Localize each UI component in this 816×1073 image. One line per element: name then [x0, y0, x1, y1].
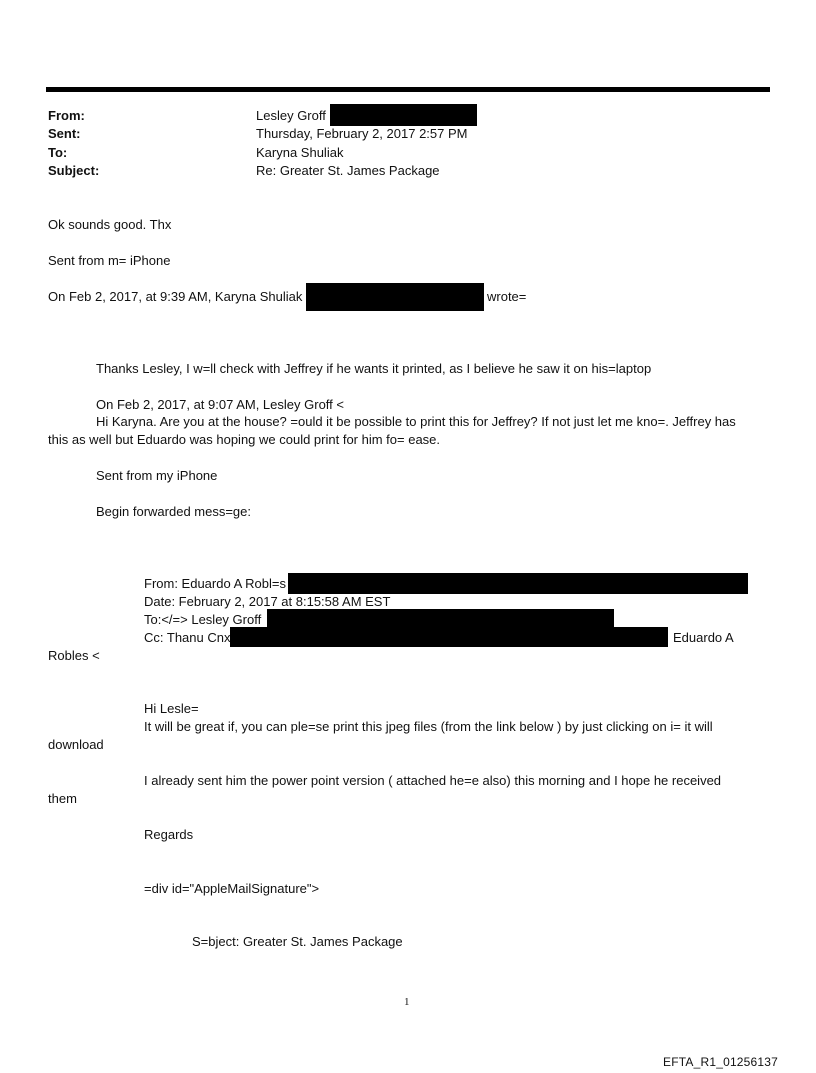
- redaction-block: [288, 573, 748, 594]
- fwd-cc-wrap: Robles <: [48, 648, 100, 663]
- page-number: 1: [404, 996, 410, 1008]
- body-line: Hi Karyna. Are you at the house? =ould it be possible to print this for Jeffrey? If not just let me kno=. Jeffrey has: [96, 414, 736, 429]
- body-line: Thanks Lesley, I w=ll check with Jeffrey if he wants it printed, as I believe he saw it on his=laptop: [96, 361, 652, 376]
- subject-value: Re: Greater St. James Package: [256, 163, 440, 178]
- redaction-block: [267, 609, 614, 629]
- body-line: On Feb 2, 2017, at 9:07 AM, Lesley Groff <: [96, 397, 344, 412]
- header-rule: [46, 87, 770, 92]
- to-label: To:: [48, 145, 68, 160]
- document-id: EFTA_R1_01256137: [663, 1055, 779, 1069]
- fwd-to: To:</=> Lesley Groff: [144, 612, 262, 627]
- fwd-date: Date: February 2, 2017 at 8:15:58 AM EST: [144, 594, 391, 609]
- fwd-cc: Cc: Thanu Cnx: [144, 630, 231, 645]
- from-value: Lesley Groff: [256, 108, 326, 123]
- body-line: On Feb 2, 2017, at 9:39 AM, Karyna Shuliak: [48, 289, 303, 304]
- msg-subject: S=bject: Greater St. James Package: [192, 934, 403, 949]
- sent-label: Sent:: [48, 126, 81, 141]
- fwd-from: From: Eduardo A Robl=s: [144, 576, 286, 591]
- msg-line: them: [48, 791, 77, 806]
- body-line: this as well but Eduardo was hoping we could print for him fo= ease.: [48, 432, 441, 447]
- subject-label: Subject:: [48, 163, 100, 178]
- to-value: Karyna Shuliak: [256, 145, 344, 160]
- msg-line: download: [48, 737, 104, 752]
- body-line: Begin forwarded mess=ge:: [96, 504, 252, 519]
- body-line: Ok sounds good. Thx: [48, 217, 172, 232]
- msg-greeting: Hi Lesle=: [144, 701, 199, 716]
- sent-value: Thursday, February 2, 2017 2:57 PM: [256, 126, 468, 141]
- from-label: From:: [48, 108, 85, 123]
- body-line: Sent from m= iPhone: [48, 253, 171, 268]
- msg-line: I already sent him the power point version ( attached he=e also) this morning and I hope he received: [144, 773, 722, 788]
- body-line: Sent from my iPhone: [96, 468, 218, 483]
- redaction-block: [306, 283, 484, 311]
- redaction-block: [330, 104, 477, 126]
- msg-regards: Regards: [144, 827, 194, 842]
- fwd-cc-tail: Eduardo A: [673, 630, 734, 645]
- redaction-block: [230, 627, 668, 647]
- msg-line: =div id="AppleMailSignature">: [144, 881, 320, 896]
- body-line: wrote=: [487, 289, 527, 304]
- msg-line: It will be great if, you can ple=se print this jpeg files (from the link below ) by just clicking on i= it will: [144, 719, 713, 734]
